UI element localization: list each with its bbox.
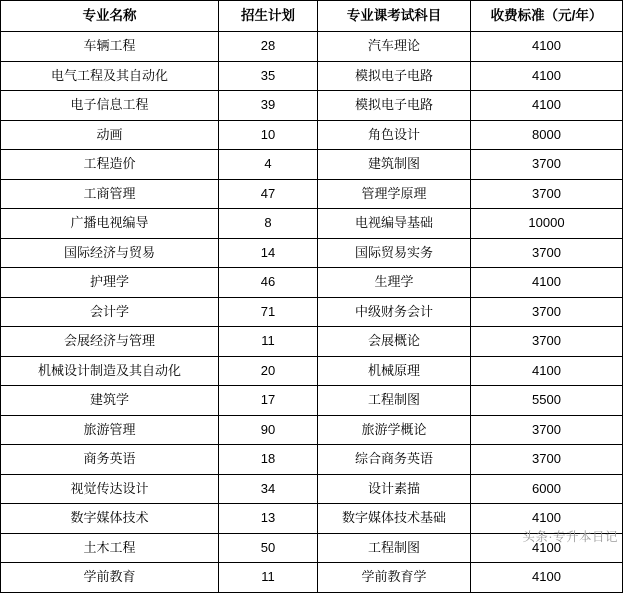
cell-tuition: 10000 bbox=[471, 209, 623, 239]
cell-enrollment-plan: 11 bbox=[219, 327, 318, 357]
cell-exam-subject: 数字媒体技术基础 bbox=[318, 504, 471, 534]
cell-enrollment-plan: 28 bbox=[219, 32, 318, 62]
cell-tuition: 8000 bbox=[471, 120, 623, 150]
cell-major-name: 护理学 bbox=[1, 268, 219, 298]
cell-enrollment-plan: 34 bbox=[219, 474, 318, 504]
cell-enrollment-plan: 10 bbox=[219, 120, 318, 150]
cell-enrollment-plan: 90 bbox=[219, 415, 318, 445]
cell-major-name: 车辆工程 bbox=[1, 32, 219, 62]
cell-major-name: 广播电视编导 bbox=[1, 209, 219, 239]
cell-exam-subject: 机械原理 bbox=[318, 356, 471, 386]
cell-major-name: 学前教育 bbox=[1, 563, 219, 593]
cell-exam-subject: 建筑制图 bbox=[318, 150, 471, 180]
cell-exam-subject: 角色设计 bbox=[318, 120, 471, 150]
cell-tuition: 3700 bbox=[471, 327, 623, 357]
table-row bbox=[1, 179, 623, 209]
cell-major-name: 建筑学 bbox=[1, 386, 219, 416]
cell-major-name: 国际经济与贸易 bbox=[1, 238, 219, 268]
cell-tuition: 3700 bbox=[471, 238, 623, 268]
cell-major-name: 旅游管理 bbox=[1, 415, 219, 445]
cell-exam-subject: 电视编导基础 bbox=[318, 209, 471, 239]
table-row bbox=[1, 327, 623, 357]
cell-tuition: 3700 bbox=[471, 445, 623, 475]
cell-major-name: 会计学 bbox=[1, 297, 219, 327]
cell-major-name: 商务英语 bbox=[1, 445, 219, 475]
table-row bbox=[1, 533, 623, 563]
cell-tuition: 4100 bbox=[471, 504, 623, 534]
cell-enrollment-plan: 18 bbox=[219, 445, 318, 475]
cell-tuition: 3700 bbox=[471, 150, 623, 180]
cell-exam-subject: 工程制图 bbox=[318, 386, 471, 416]
cell-exam-subject: 学前教育学 bbox=[318, 563, 471, 593]
cell-enrollment-plan: 50 bbox=[219, 533, 318, 563]
table-row bbox=[1, 356, 623, 386]
table-row bbox=[1, 120, 623, 150]
cell-enrollment-plan: 47 bbox=[219, 179, 318, 209]
table-row bbox=[1, 91, 623, 121]
cell-exam-subject: 中级财务会计 bbox=[318, 297, 471, 327]
cell-exam-subject: 综合商务英语 bbox=[318, 445, 471, 475]
cell-major-name: 电气工程及其自动化 bbox=[1, 61, 219, 91]
table-row bbox=[1, 297, 623, 327]
table-header-row bbox=[1, 1, 623, 32]
cell-enrollment-plan: 46 bbox=[219, 268, 318, 298]
cell-enrollment-plan: 4 bbox=[219, 150, 318, 180]
table-row bbox=[1, 238, 623, 268]
table-row bbox=[1, 209, 623, 239]
table-row bbox=[1, 563, 623, 593]
table-row bbox=[1, 415, 623, 445]
cell-major-name: 机械设计制造及其自动化 bbox=[1, 356, 219, 386]
cell-major-name: 会展经济与管理 bbox=[1, 327, 219, 357]
cell-exam-subject: 模拟电子电路 bbox=[318, 61, 471, 91]
cell-exam-subject: 设计素描 bbox=[318, 474, 471, 504]
cell-exam-subject: 会展概论 bbox=[318, 327, 471, 357]
cell-major-name: 土木工程 bbox=[1, 533, 219, 563]
table-row bbox=[1, 150, 623, 180]
cell-tuition: 5500 bbox=[471, 386, 623, 416]
cell-tuition: 4100 bbox=[471, 533, 623, 563]
cell-exam-subject: 国际贸易实务 bbox=[318, 238, 471, 268]
column-header-tuition-standard: 收费标准（元/年） bbox=[471, 1, 623, 32]
cell-enrollment-plan: 11 bbox=[219, 563, 318, 593]
cell-tuition: 3700 bbox=[471, 297, 623, 327]
cell-major-name: 动画 bbox=[1, 120, 219, 150]
cell-tuition: 4100 bbox=[471, 356, 623, 386]
cell-tuition: 3700 bbox=[471, 415, 623, 445]
cell-enrollment-plan: 20 bbox=[219, 356, 318, 386]
cell-tuition: 4100 bbox=[471, 91, 623, 121]
cell-major-name: 电子信息工程 bbox=[1, 91, 219, 121]
table-row bbox=[1, 386, 623, 416]
cell-tuition: 4100 bbox=[471, 32, 623, 62]
cell-exam-subject: 模拟电子电路 bbox=[318, 91, 471, 121]
column-header-enrollment-plan: 招生计划 bbox=[219, 1, 318, 32]
table-row bbox=[1, 504, 623, 534]
watermark-text: 头条·专升本日记 bbox=[522, 530, 618, 544]
cell-exam-subject: 管理学原理 bbox=[318, 179, 471, 209]
cell-major-name: 视觉传达设计 bbox=[1, 474, 219, 504]
cell-major-name: 数字媒体技术 bbox=[1, 504, 219, 534]
cell-enrollment-plan: 71 bbox=[219, 297, 318, 327]
table-row bbox=[1, 445, 623, 475]
cell-enrollment-plan: 8 bbox=[219, 209, 318, 239]
cell-exam-subject: 旅游学概论 bbox=[318, 415, 471, 445]
table-row bbox=[1, 61, 623, 91]
cell-tuition: 4100 bbox=[471, 268, 623, 298]
column-header-major-name: 专业名称 bbox=[1, 1, 219, 32]
cell-exam-subject: 生理学 bbox=[318, 268, 471, 298]
cell-enrollment-plan: 14 bbox=[219, 238, 318, 268]
table-row bbox=[1, 268, 623, 298]
cell-exam-subject: 汽车理论 bbox=[318, 32, 471, 62]
cell-tuition: 3700 bbox=[471, 179, 623, 209]
table-row bbox=[1, 474, 623, 504]
cell-major-name: 工商管理 bbox=[1, 179, 219, 209]
cell-enrollment-plan: 17 bbox=[219, 386, 318, 416]
column-header-exam-subject: 专业课考试科目 bbox=[318, 1, 471, 32]
cell-tuition: 4100 bbox=[471, 563, 623, 593]
cell-enrollment-plan: 13 bbox=[219, 504, 318, 534]
cell-exam-subject: 工程制图 bbox=[318, 533, 471, 563]
table-body bbox=[1, 32, 623, 593]
cell-enrollment-plan: 35 bbox=[219, 61, 318, 91]
cell-major-name: 工程造价 bbox=[1, 150, 219, 180]
cell-enrollment-plan: 39 bbox=[219, 91, 318, 121]
table-row bbox=[1, 32, 623, 62]
cell-tuition: 6000 bbox=[471, 474, 623, 504]
cell-tuition: 4100 bbox=[471, 61, 623, 91]
